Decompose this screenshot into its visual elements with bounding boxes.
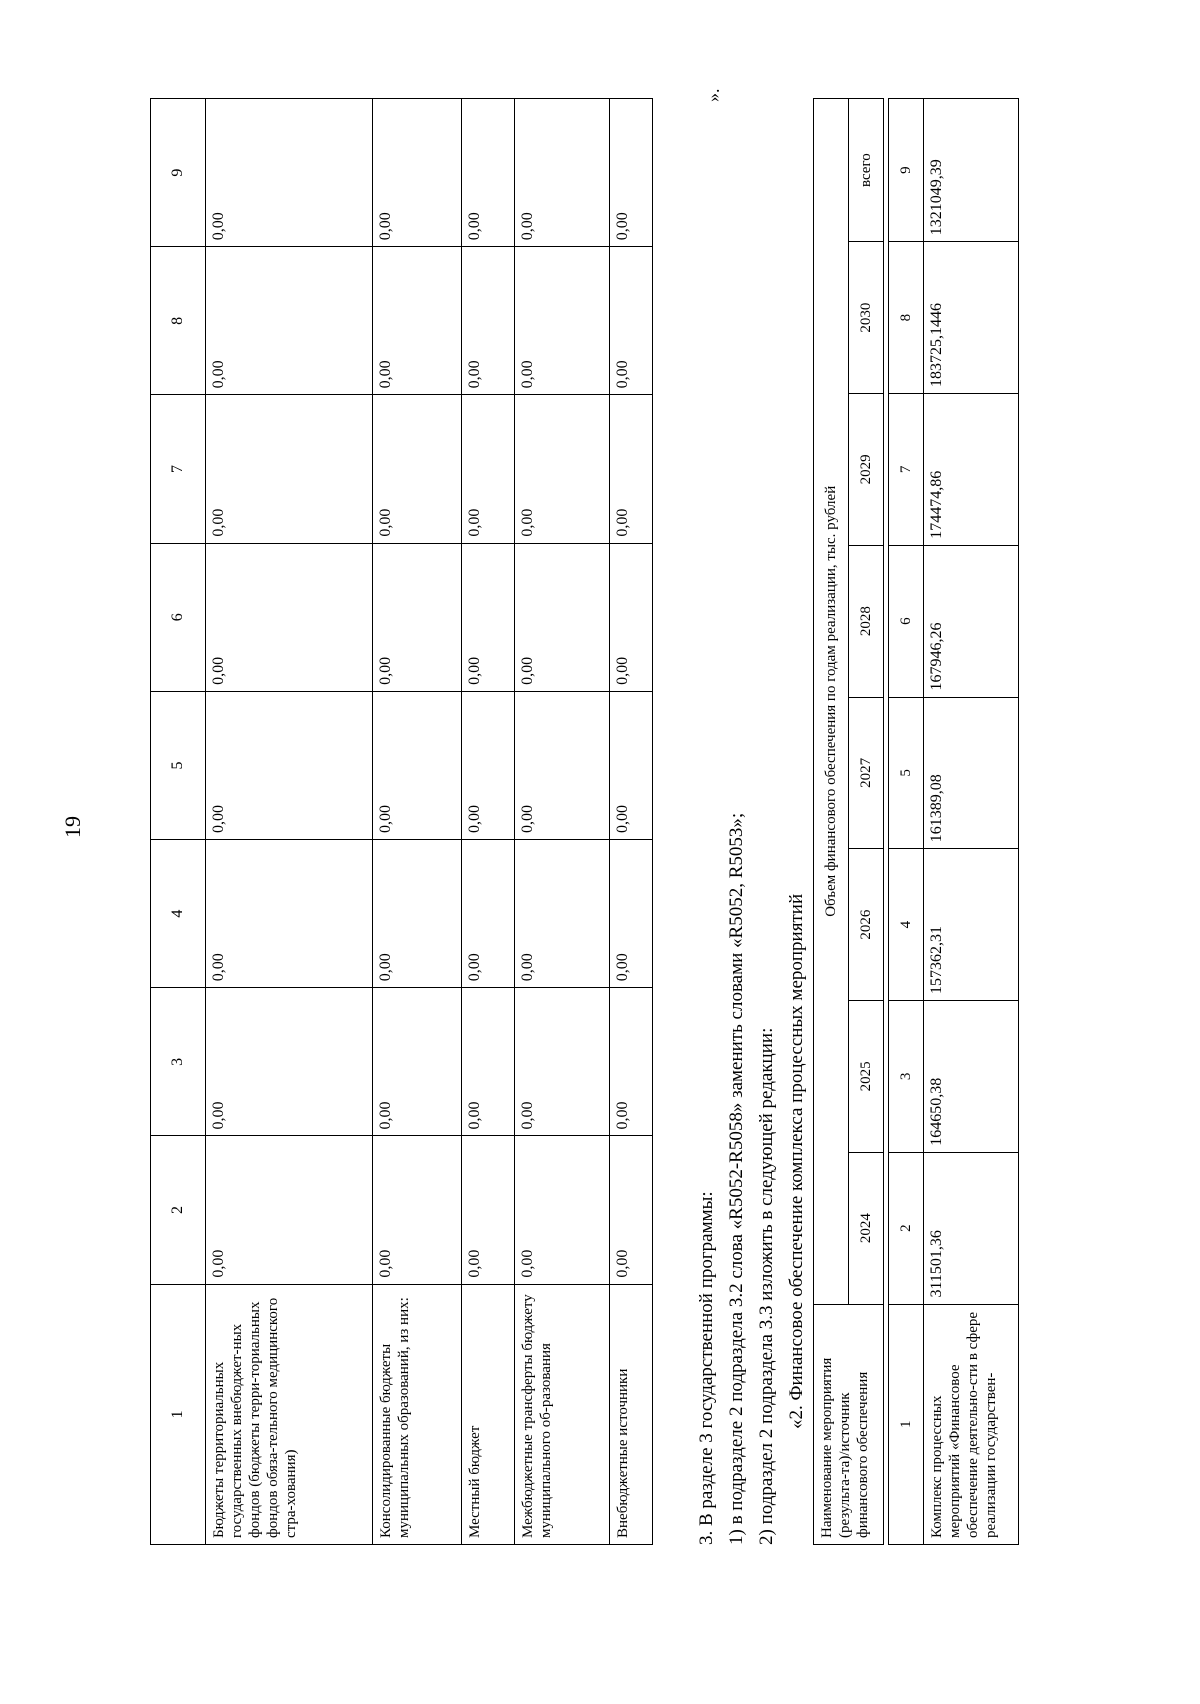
table-row — [462, 99, 515, 1545]
cell-value: 0,00 — [515, 1136, 610, 1284]
column-number: 7 — [151, 395, 206, 543]
column-number: 7 — [889, 394, 924, 546]
row-name: Комплекс процессных мероприятий «Финансовое обеспечение деятельно-сти в сфере реализации государствен- — [924, 1304, 1019, 1544]
cell-value: 0,00 — [610, 99, 653, 247]
cell-value: 164650,38 — [924, 1001, 1019, 1153]
column-number: 5 — [151, 691, 206, 839]
text-line: 1) в подразделе 2 подраздела 3.2 слова «R5052-R5058» заменить словами «R5052, R5053»; — [726, 812, 747, 1545]
closing-quote: ». — [703, 88, 723, 102]
year-header: 2030 — [849, 242, 884, 394]
column-number: 6 — [889, 545, 924, 697]
year-header: 2027 — [849, 697, 884, 849]
cell-value: 0,00 — [515, 691, 610, 839]
cell-value: 0,00 — [462, 988, 515, 1136]
group-header: Объем финансового обеспечения по годам реализации, тыс. рублей — [814, 99, 849, 1305]
year-header: 2024 — [849, 1152, 884, 1304]
cell-value: 311501,36 — [924, 1152, 1019, 1304]
column-number: 4 — [889, 849, 924, 1001]
column-number: 1 — [889, 1304, 924, 1544]
cell-value: 0,00 — [462, 1136, 515, 1284]
column-number: 4 — [151, 840, 206, 988]
text-line: 2) подраздел 2 подраздела 3.3 изложить в следующей редакции: — [756, 1027, 777, 1545]
column-number: 5 — [889, 697, 924, 849]
cell-value: 0,00 — [515, 247, 610, 395]
cell-value: 0,00 — [206, 1136, 373, 1284]
cell-value: 0,00 — [515, 395, 610, 543]
cell-value: 0,00 — [462, 543, 515, 691]
year-header: 2026 — [849, 849, 884, 1001]
cell-value: 1321049,39 — [924, 99, 1019, 242]
page-number: 19 — [60, 816, 85, 838]
column-number: 1 — [151, 1284, 206, 1544]
cell-value: 0,00 — [206, 840, 373, 988]
cell-value: 0,00 — [610, 1136, 653, 1284]
rotated-page-content — [150, 85, 1120, 1545]
cell-value: 0,00 — [462, 99, 515, 247]
cell-value: 157362,31 — [924, 849, 1019, 1001]
table-row — [610, 99, 653, 1545]
year-header: всего — [849, 99, 884, 242]
column-number: 2 — [151, 1136, 206, 1284]
cell-value: 167946,26 — [924, 545, 1019, 697]
cell-value: 0,00 — [206, 988, 373, 1136]
cell-value: 0,00 — [515, 988, 610, 1136]
cell-value: 0,00 — [206, 395, 373, 543]
table-header-row — [814, 99, 849, 1545]
column-number: 9 — [889, 99, 924, 242]
name-column-header: Наименование мероприятия (результа-та)/источник финансового обеспечения — [814, 1304, 884, 1544]
cell-value: 174474,86 — [924, 394, 1019, 546]
cell-value: 0,00 — [373, 1136, 462, 1284]
column-number: 6 — [151, 543, 206, 691]
cell-value: 0,00 — [610, 543, 653, 691]
text-line: 3. В разделе 3 государственной программы: — [696, 1191, 717, 1545]
cell-value: 0,00 — [206, 247, 373, 395]
column-numbers-row — [889, 99, 924, 1545]
cell-value: 0,00 — [610, 840, 653, 988]
row-name: Местный бюджет — [462, 1284, 515, 1544]
table-header-row — [151, 99, 206, 1545]
column-number: 8 — [889, 242, 924, 394]
cell-value: 0,00 — [373, 99, 462, 247]
cell-value: 0,00 — [373, 840, 462, 988]
column-number: 3 — [151, 988, 206, 1136]
cell-value: 0,00 — [515, 99, 610, 247]
cell-value: 183725,1446 — [924, 242, 1019, 394]
cell-value: 161389,08 — [924, 697, 1019, 849]
column-number: 9 — [151, 99, 206, 247]
cell-value: 0,00 — [373, 691, 462, 839]
funding-sources-table — [150, 98, 653, 1545]
year-header: 2028 — [849, 545, 884, 697]
cell-value: 0,00 — [610, 691, 653, 839]
amendment-text — [692, 145, 812, 1545]
column-number: 3 — [889, 1001, 924, 1153]
table-row — [206, 99, 373, 1545]
year-header: 2025 — [849, 1001, 884, 1153]
cell-value: 0,00 — [462, 395, 515, 543]
text-line: «2. Финансовое обеспечение комплекса процессных мероприятий — [786, 893, 807, 1429]
cell-value: 0,00 — [206, 99, 373, 247]
cell-value: 0,00 — [610, 395, 653, 543]
cell-value: 0,00 — [373, 988, 462, 1136]
cell-value: 0,00 — [610, 247, 653, 395]
cell-value: 0,00 — [206, 691, 373, 839]
cell-value: 0,00 — [515, 543, 610, 691]
cell-value: 0,00 — [206, 543, 373, 691]
column-number: 2 — [889, 1152, 924, 1304]
row-name: Консолидированные бюджеты муниципальных образований, из них: — [373, 1284, 462, 1544]
cell-value: 0,00 — [462, 691, 515, 839]
table-row — [373, 99, 462, 1545]
cell-value: 0,00 — [373, 395, 462, 543]
row-name: Межбюджетные трансферты бюджету муниципального об-разования — [515, 1284, 610, 1544]
row-name: Внебюджетные источники — [610, 1284, 653, 1544]
cell-value: 0,00 — [462, 247, 515, 395]
cell-value: 0,00 — [373, 247, 462, 395]
table-row — [924, 99, 1019, 1545]
cell-value: 0,00 — [610, 988, 653, 1136]
financing-volume-table — [813, 98, 1019, 1545]
year-header: 2029 — [849, 394, 884, 546]
cell-value: 0,00 — [462, 840, 515, 988]
cell-value: 0,00 — [515, 840, 610, 988]
row-name: Бюджеты территориальных государственных внебюджет-ных фондов (бюджеты терри-ториальных фондов обяза-тельного медицинского стра-хования) — [206, 1284, 373, 1544]
table-row — [515, 99, 610, 1545]
column-number: 8 — [151, 247, 206, 395]
cell-value: 0,00 — [373, 543, 462, 691]
